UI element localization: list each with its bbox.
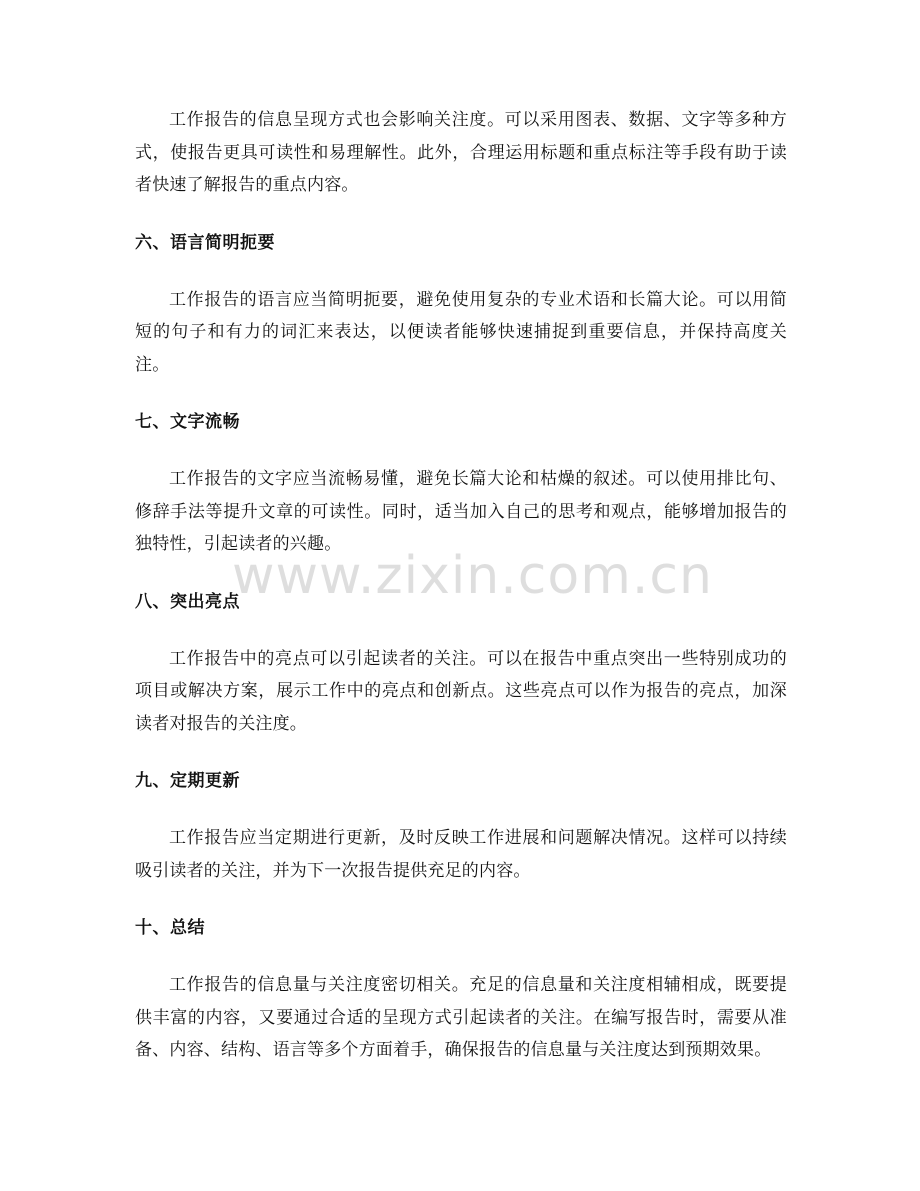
paragraph-section-9: 工作报告应当定期进行更新，及时反映工作进展和问题解决情况。这样可以持续吸引读者的关注，并为下一次报告提供充足的内容。 <box>135 828 787 881</box>
section-heading-7: 七、文字流畅 <box>135 412 240 432</box>
paragraph-section-7: 工作报告的文字应当流畅易懂，避免长篇大论和枯燥的叙述。可以使用排比句、修辞手法等提升文章的可读性。同时，适当加入自己的思考和观点，能够增加报告的独特性，引起读者的兴趣。 <box>135 469 787 554</box>
section-heading-9: 九、定期更新 <box>135 771 240 791</box>
paragraph-section-10: 工作报告的信息量与关注度密切相关。充足的信息量和关注度相辅相成，既要提供丰富的内容，又要通过合适的呈现方式引起读者的关注。在编写报告时，需要从准备、内容、结构、语言等多个方面着手，确保报告的信息量与关注度达到预期效果。 <box>135 975 787 1060</box>
section-heading-6: 六、语言简明扼要 <box>135 232 275 253</box>
paragraph-section-6: 工作报告的语言应当简明扼要，避免使用复杂的专业术语和长篇大论。可以用简短的句子和有力的词汇来表达，以便读者能够快速捕捉到重要信息，并保持高度关注。 <box>135 289 787 375</box>
section-heading-10: 十、总结 <box>135 918 205 938</box>
section-heading-8: 八、突出亮点 <box>135 591 240 612</box>
watermark-text: www.zixin.com.cn <box>232 546 713 606</box>
paragraph-intro: 工作报告的信息呈现方式也会影响关注度。可以采用图表、数据、文字等多种方式，使报告更具可读性和易理解性。此外，合理运用标题和重点标注等手段有助于读者快速了解报告的重点内容。 <box>135 110 787 195</box>
document-content <box>135 104 787 1067</box>
paragraph-section-8: 工作报告中的亮点可以引起读者的关注。可以在报告中重点突出一些特别成功的项目或解决方案，展示工作中的亮点和创新点。这些亮点可以作为报告的亮点，加深读者对报告的关注度。 <box>135 648 787 734</box>
